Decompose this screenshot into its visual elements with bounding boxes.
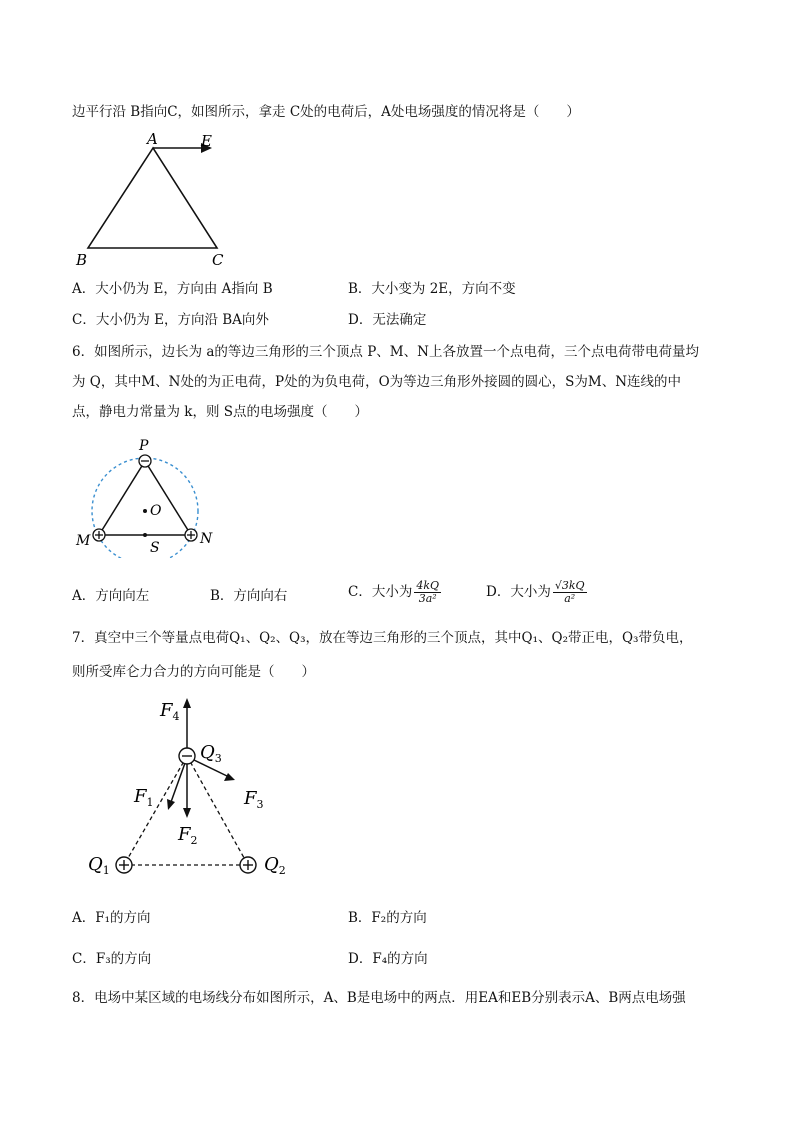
q5-option-b[interactable]: B．大小变为 2E，方向不变 (348, 281, 516, 297)
triangle-abc (88, 148, 217, 248)
q5-stem: 边平行沿 B指向C，如图所示，拿走 C处的电荷后，A处电场强度的情况将是（ ） (72, 104, 580, 120)
q6-circle-figure (70, 436, 230, 558)
fraction-numerator: √3kQ (554, 579, 585, 592)
q7-option-b[interactable]: B．F₂的方向 (348, 910, 427, 926)
q7-force-figure (82, 692, 302, 884)
midpoint-s (143, 533, 147, 537)
q5-option-a[interactable]: A．大小仍为 E，方向由 A指向 B (72, 281, 273, 297)
q7-stem-line-1: 7．真空中三个等量点电荷Q₁、Q₂、Q₃，放在等边三角形的三个顶点，其中Q₁、Q₂带正电，Q₃带负电， (72, 630, 693, 646)
label-f3: $F_3$ (244, 788, 264, 811)
q6-option-b[interactable]: B．方向向右 (210, 588, 288, 604)
label-p: P (139, 438, 149, 454)
label-m: M (76, 533, 91, 549)
side-q3-q1 (124, 756, 187, 865)
q6-option-d[interactable] (486, 580, 587, 605)
q6-option-c[interactable] (348, 580, 441, 605)
label-n: N (200, 531, 213, 547)
label-f4: $F_4$ (160, 700, 180, 723)
fraction-denominator: a² (564, 592, 576, 605)
label-s: S (150, 540, 160, 556)
q7-stem-line-2: 则所受库仑力合力的方向可能是（ ） (72, 664, 315, 680)
label-q3: $Q_3$ (200, 742, 222, 765)
q6-option-a[interactable]: A．方向向左 (72, 588, 150, 604)
f1-arrowhead-icon (167, 799, 175, 810)
q6-stem-line-2: 为 Q，其中M、N处的为正电荷，P处的为负电荷，O为等边三角形外接圆的圆心，S为M、N连线的中 (72, 374, 682, 390)
vertex-label-b: B (76, 251, 88, 269)
label-q1: $Q_1$ (88, 854, 110, 877)
side-q3-q2 (187, 756, 248, 865)
q5-triangle-figure (70, 128, 240, 270)
fraction-numerator: 4kQ (416, 579, 440, 592)
f2-arrowhead-icon (183, 808, 191, 818)
vertex-label-a: A (147, 130, 158, 148)
q7-option-c[interactable]: C．F₃的方向 (72, 951, 152, 967)
q5-option-c[interactable]: C．大小仍为 E，方向沿 BA向外 (72, 312, 269, 328)
label-f1: $F_1$ (134, 786, 154, 809)
q7-option-a[interactable]: A．F₁的方向 (72, 910, 151, 926)
f3-arrowhead-icon (224, 773, 235, 781)
q6-stem-line-3: 点，静电力常量为 k，则 S点的电场强度（ ） (72, 404, 369, 420)
q6-option-d-prefix: D．大小为 (486, 584, 551, 600)
q6-stem-line-1: 6．如图所示，边长为 a的等边三角形的三个顶点 P、M、N上各放置一个点电荷，三个点电荷带电荷量均 (72, 344, 699, 360)
label-f2: $F_2$ (178, 824, 198, 847)
f4-arrowhead-icon (183, 698, 191, 708)
q6-option-c-fraction (414, 580, 441, 605)
q6-option-d-fraction (553, 580, 587, 605)
q7-option-d[interactable]: D．F₄的方向 (348, 951, 428, 967)
q5-option-d[interactable]: D．无法确定 (348, 312, 427, 328)
q8-stem: 8．电场中某区域的电场线分布如图所示，A、B是电场中的两点．用EA和EB分别表示A、B两点电场强 (72, 990, 686, 1006)
side-pm (99, 461, 145, 535)
circumscribed-circle (92, 458, 198, 558)
vector-label-e: E (201, 132, 212, 150)
vertex-label-c: C (212, 251, 224, 269)
side-pn (145, 461, 191, 535)
center-point-o (143, 509, 147, 513)
force-f1-arrow (171, 763, 185, 802)
label-o: O (150, 503, 162, 519)
q6-option-c-prefix: C．大小为 (348, 584, 413, 600)
label-q2: $Q_2$ (264, 854, 286, 877)
fraction-denominator: 3a² (418, 592, 437, 605)
